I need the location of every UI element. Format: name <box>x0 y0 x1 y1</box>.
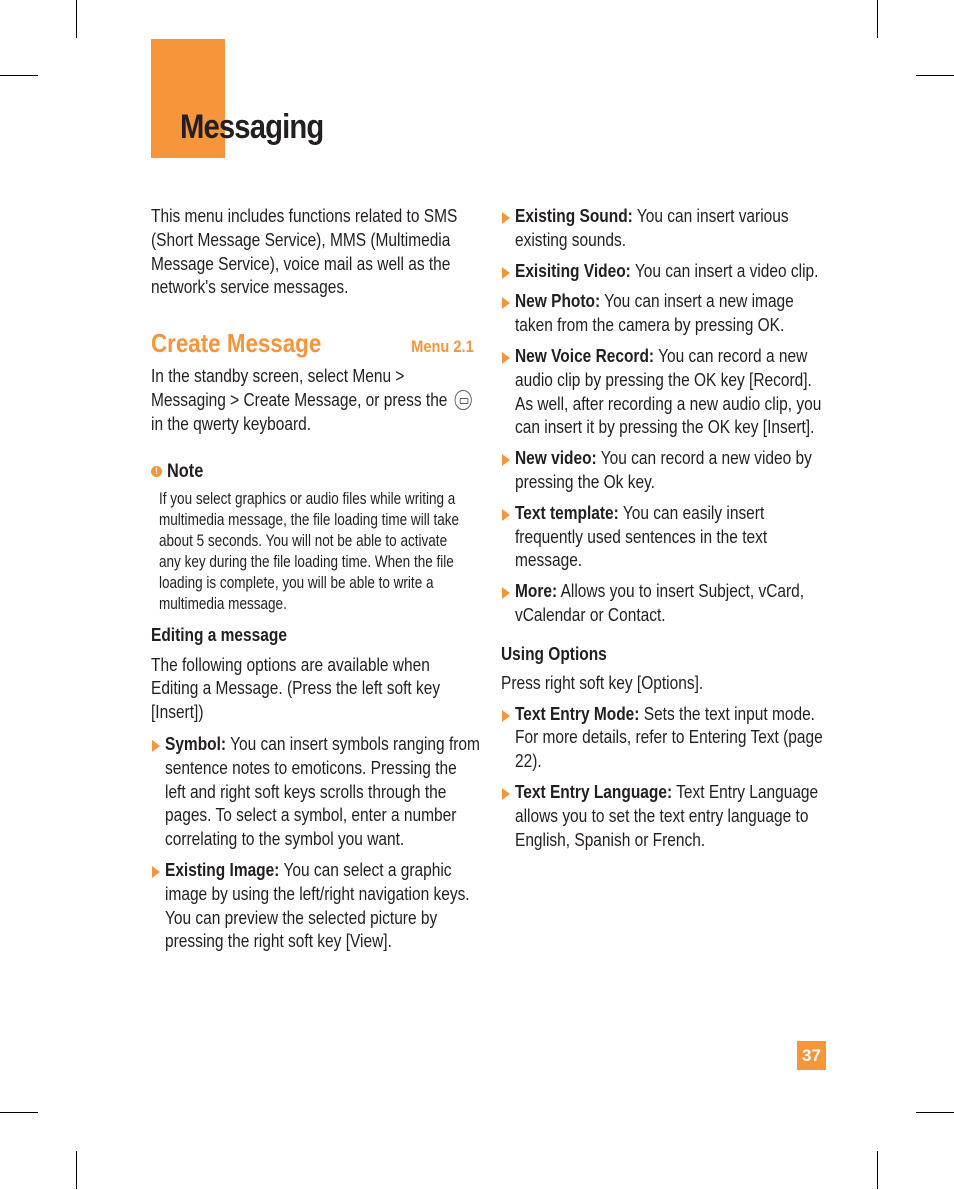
instructions-text-end: in the qwerty keyboard. <box>151 413 312 434</box>
instructions-text: In the standby screen, select Menu > Messaging > Create Message, or press the <box>151 366 448 410</box>
item-desc: You can insert a video clip. <box>634 260 819 281</box>
triangle-bullet-icon <box>502 267 510 279</box>
note-text: If you select graphics or audio files while writing a multimedia message, the file loading time will take about 5 seconds. You will not be able to activate any key during the file loading time. When the file loading is complete, you will be able to write a multimedia message. <box>159 489 460 613</box>
crop-mark <box>76 1151 77 1189</box>
list-item <box>501 290 831 338</box>
list-item <box>501 502 831 573</box>
list-item <box>501 703 831 774</box>
item-desc: Text Entry Language allows you to set the text entry language to English, Spanish or French. <box>515 781 819 850</box>
item-desc: You can select a graphic image by using the left/right navigation keys. You can preview the selected picture by pressing the right soft key [View]. <box>165 859 470 952</box>
page-title: Messaging <box>180 108 324 146</box>
list-item <box>501 781 831 852</box>
item-term: Symbol: <box>165 733 227 754</box>
item-term: More: <box>515 581 558 602</box>
item-term: New video: <box>515 448 597 469</box>
using-options-heading: Using Options <box>501 643 607 664</box>
crop-mark <box>916 75 954 76</box>
item-term: New Photo: <box>515 291 601 312</box>
section-title: Create Message <box>151 328 322 359</box>
crop-mark <box>877 1151 878 1189</box>
left-column <box>151 205 481 954</box>
crop-mark <box>0 75 38 76</box>
triangle-bullet-icon <box>152 740 160 752</box>
editing-options-list-right <box>501 205 831 628</box>
item-term: Text Entry Mode: <box>515 703 640 724</box>
note-header <box>151 461 481 483</box>
item-desc: You can insert a new image taken from the camera by pressing OK. <box>515 291 794 336</box>
exclamation-icon: ! <box>151 466 162 477</box>
item-desc: Sets the text input mode. For more details, refer to Entering Text (page 22). <box>515 703 823 772</box>
section-header <box>151 328 474 359</box>
editing-heading: Editing a message <box>151 624 287 645</box>
list-item <box>501 260 831 284</box>
using-options-intro: Press right soft key [Options]. <box>501 672 704 693</box>
page-number: 37 <box>797 1041 826 1070</box>
item-desc: Allows you to insert Subject, vCard, vCalendar or Contact. <box>515 581 805 625</box>
triangle-bullet-icon <box>502 212 510 224</box>
crop-mark <box>877 0 878 38</box>
triangle-bullet-icon <box>502 297 510 309</box>
menu-number: Menu 2.1 <box>411 337 474 357</box>
item-desc: You can record a new audio clip by pressing the OK key [Record]. As well, after recording a new audio clip, you can insert it by pressing the OK key [Insert]. <box>515 345 822 438</box>
intro-paragraph: This menu includes functions related to SMS (Short Message Service), MMS (Multimedia Message Service), voice mail as well as the network's service messages. <box>151 206 458 298</box>
item-term: Exisiting Video: <box>515 260 631 281</box>
list-item <box>501 447 831 495</box>
crop-mark <box>0 1112 38 1113</box>
triangle-bullet-icon <box>152 866 160 878</box>
item-desc: You can record a new video by pressing the Ok key. <box>515 448 812 492</box>
crop-mark <box>76 0 77 38</box>
triangle-bullet-icon <box>502 587 510 599</box>
triangle-bullet-icon <box>502 509 510 521</box>
triangle-bullet-icon <box>502 454 510 466</box>
item-term: Text Entry Language: <box>515 781 673 802</box>
note-label: Note <box>167 460 204 482</box>
right-column <box>501 205 831 852</box>
list-item <box>501 580 831 628</box>
list-item <box>501 205 831 253</box>
crop-mark <box>916 1112 954 1113</box>
message-key-icon <box>454 390 471 410</box>
list-item <box>501 345 831 440</box>
editing-intro: The following options are available when Editing a Message. (Press the left soft key [Insert]) <box>151 654 441 723</box>
create-message-instructions <box>151 365 481 436</box>
triangle-bullet-icon <box>502 788 510 800</box>
editing-options-list-left <box>151 733 481 954</box>
triangle-bullet-icon <box>502 352 510 364</box>
item-term: Text template: <box>515 502 619 523</box>
list-item <box>151 733 481 852</box>
list-item <box>151 859 481 954</box>
item-desc: You can easily insert frequently used sentences in the text message. <box>515 502 768 571</box>
triangle-bullet-icon <box>502 710 510 722</box>
using-options-list <box>501 703 831 853</box>
item-term: New Voice Record: <box>515 345 655 366</box>
item-term: Existing Image: <box>165 859 280 880</box>
item-desc: You can insert various existing sounds. <box>515 206 789 250</box>
item-term: Existing Sound: <box>515 206 633 226</box>
item-desc: You can insert symbols ranging from sentence notes to emoticons. Pressing the left and right soft keys scrolls through the pages. To select a symbol, enter a number correlating to the symbol you want. <box>165 733 480 850</box>
